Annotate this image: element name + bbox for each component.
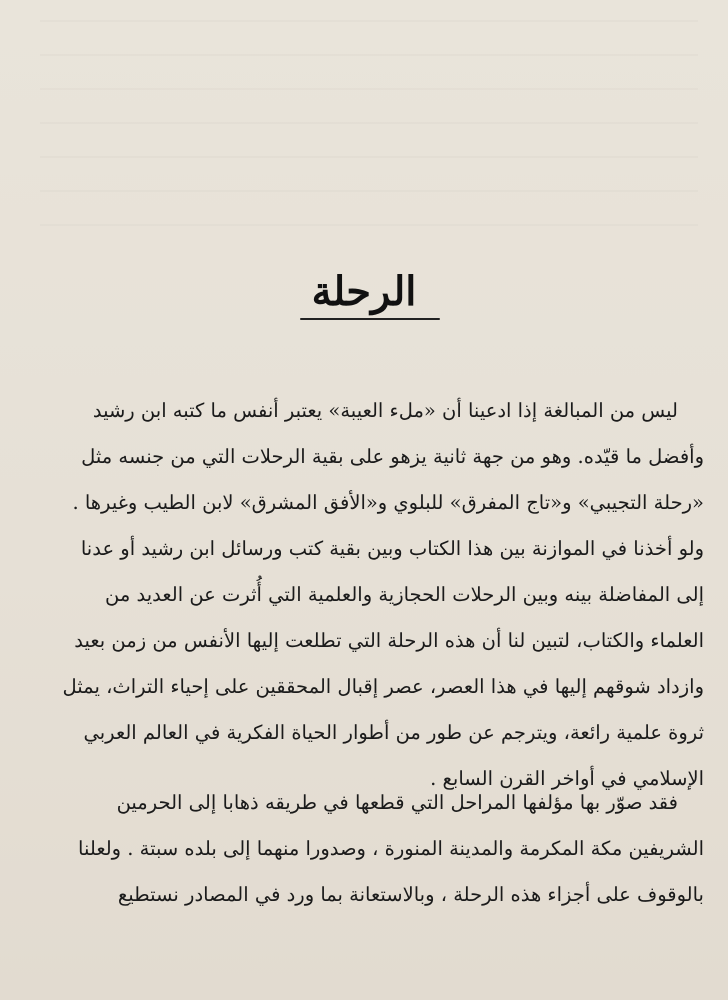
paragraph-2	[50, 780, 704, 918]
text-line: إلى المفاضلة بينه وبين الرحلات الحجازية والعلمية التي أُثرت عن العديد من	[104, 583, 704, 606]
text-line: العلماء والكتاب، لتبين لنا أن هذه الرحلة التي تطلعت إليها الأنفس من زمن بعيد	[74, 629, 704, 652]
text-line: ولو أخذنا في الموازنة بين هذا الكتاب وبين بقية كتب ورسائل ابن رشيد أو عدنا	[80, 537, 704, 560]
text-line: بالوقوف على أجزاء هذه الرحلة ، وبالاستعانة بما ورد في المصادر نستطيع	[117, 883, 704, 906]
text-line: ليس من المبالغة إذا ادعينا أن «ملء العيبة» يعتبر أنفس ما كتبه ابن رشيد	[92, 399, 678, 422]
text-line: وأفضل ما قيّده. وهو من جهة ثانية يزهو على بقية الرحلات التي من جنسه مثل	[81, 445, 704, 468]
title-flourish	[300, 318, 440, 320]
text-line: ثروة علمية رائعة، ويترجم عن طور من أطوار الحياة الفكرية في العالم العربي	[83, 721, 704, 744]
paragraph-1	[50, 388, 704, 802]
text-line: فقد صوّر بها مؤلفها المراحل التي قطعها في طريقه ذهابا إلى الحرمين	[116, 791, 678, 814]
bleed-through-texture	[40, 20, 698, 240]
chapter-title: الرحلة	[311, 268, 417, 315]
text-line: وازداد شوقهم إليها في هذا العصر، عصر إقبال المحققين على إحياء التراث، يمثل	[62, 675, 704, 698]
text-line: الشريفين مكة المكرمة والمدينة المنورة ، وصدورا منهما إلى بلده سبتة . ولعلنا	[78, 837, 704, 860]
text-line: «رحلة التجيبي» و«تاج المفرق» للبلوي و«الأفق المشرق» لابن الطيب وغيرها .	[72, 491, 704, 514]
text-line: الإسلامي في أواخر القرن السابع .	[430, 767, 704, 790]
